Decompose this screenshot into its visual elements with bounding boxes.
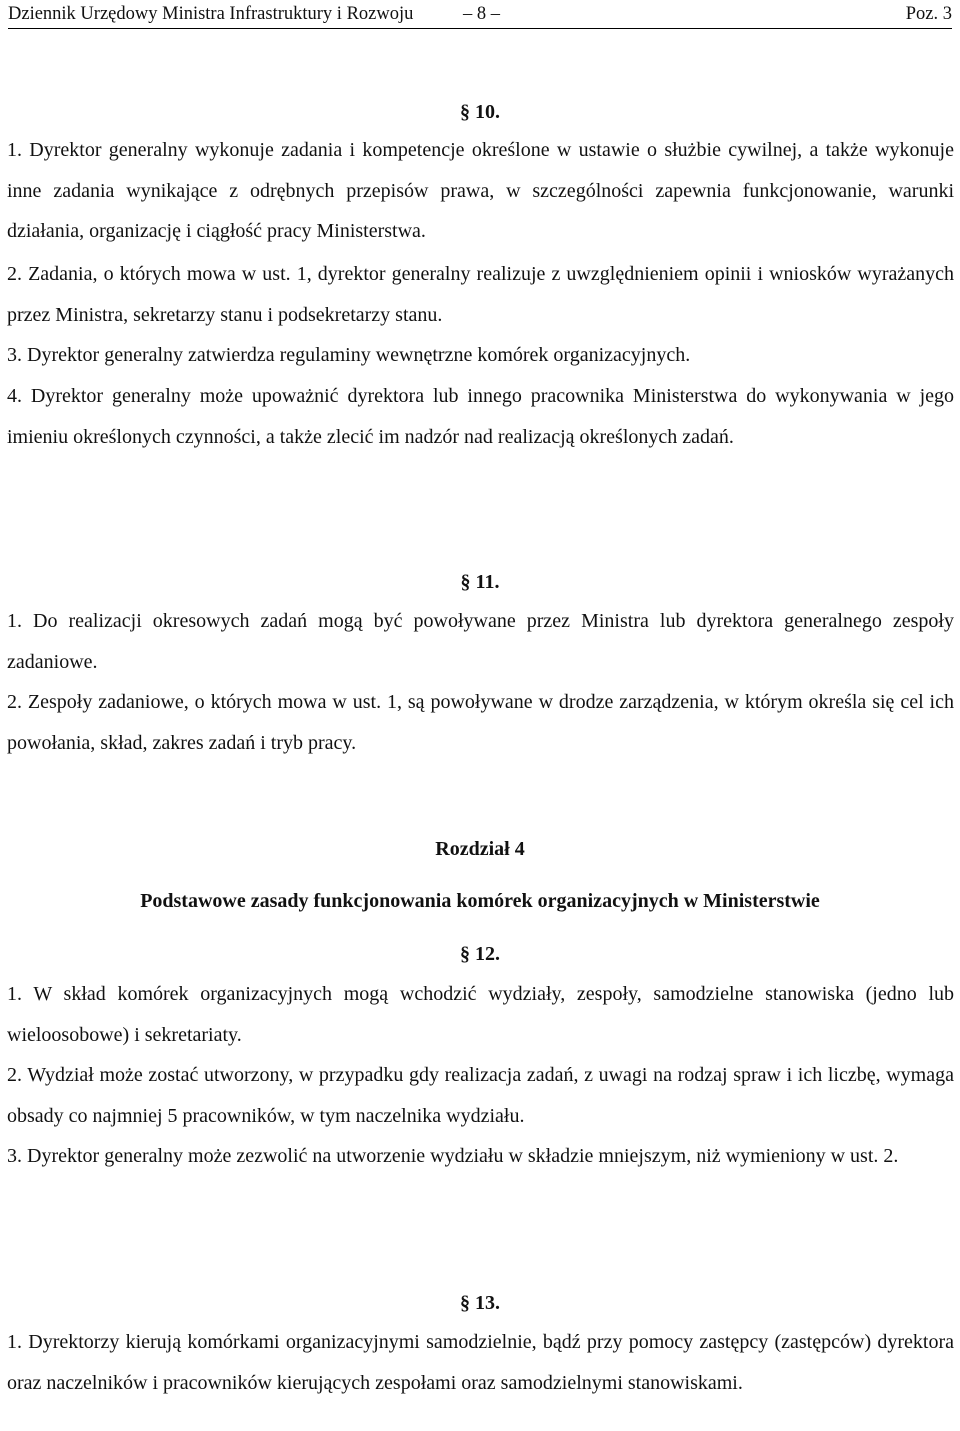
section-12-paragraph-2: 2. Wydział może zostać utworzony, w przypadku gdy realizacja zadań, z uwagi na rodzaj spraw i ich liczbę, wymaga obsady co najmniej 5 pracowników, w tym naczelnika wydziału. — [7, 1064, 954, 1127]
section-13-paragraph-1: 1. Dyrektorzy kierują komórkami organizacyjnymi samodzielnie, bądź przy pomocy zastępcy (zastępców) dyrektora oraz naczelników i pracowników kierujących zespołami oraz samodzielnymi stanowiskami. — [7, 1331, 954, 1394]
chapter-number: Rozdział 4 — [435, 838, 525, 860]
section-10-paragraph-1: 1. Dyrektor generalny wykonuje zadania i kompetencje określone w ustawie o służbie cywilnej, a także wykonuje inne zadania wynikające z odrębnych przepisów prawa, w szczególności zapewnia funkcjonowanie, warunki działania, organizację i ciągłość pracy Ministerstwa. — [7, 139, 954, 242]
section-number-13: § 13. — [460, 1292, 500, 1314]
section-10-paragraph-3: 3. Dyrektor generalny zatwierdza regulaminy wewnętrzne komórek organizacyjnych. — [7, 344, 691, 366]
section-10-paragraph-2: 2. Zadania, o których mowa w ust. 1, dyrektor generalny realizuje z uwzględnieniem opinii i wniosków wyrażanych przez Ministra, sekretarzy stanu i podsekretarzy stanu. — [7, 263, 954, 326]
chapter-title: Podstawowe zasady funkcjonowania komórek organizacyjnych w Ministerstwie — [140, 890, 820, 912]
section-11-paragraph-1: 1. Do realizacji okresowych zadań mogą być powoływane przez Ministra lub dyrektora generalnego zespoły zadaniowe. — [7, 610, 954, 673]
publication-title: Dziennik Urzędowy Ministra Infrastruktury i Rozwoju — [8, 4, 414, 24]
section-11-paragraph-2: 2. Zespoły zadaniowe, o których mowa w ust. 1, są powoływane w drodze zarządzenia, w którym określa się cel ich powołania, skład, zakres zadań i tryb pracy. — [7, 691, 954, 754]
section-number-12: § 12. — [460, 943, 500, 965]
section-10-paragraph-4: 4. Dyrektor generalny może upoważnić dyrektora lub innego pracownika Ministerstwa do wykonywania w jego imieniu określonych czynności, a także zlecić im nadzór nad realizacją określonych zadań. — [7, 385, 954, 448]
page-header — [8, 2, 952, 29]
section-number-10: § 10. — [460, 101, 500, 123]
page-number: – 8 – — [463, 4, 500, 24]
position-number: Poz. 3 — [905, 4, 952, 24]
section-12-paragraph-3: 3. Dyrektor generalny może zezwolić na utworzenie wydziału w składzie mniejszym, niż wymieniony w ust. 2. — [7, 1145, 899, 1167]
section-12-paragraph-1: 1. W skład komórek organizacyjnych mogą wchodzić wydziały, zespoły, samodzielne stanowiska (jedno lub wieloosobowe) i sekretariaty. — [7, 983, 954, 1046]
section-number-11: § 11. — [460, 571, 500, 593]
